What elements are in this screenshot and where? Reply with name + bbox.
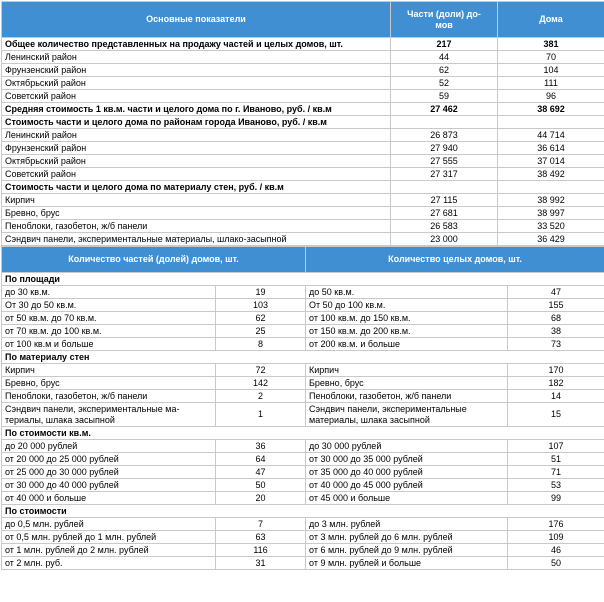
- summary-row: [2, 233, 604, 246]
- breakdown-row: [2, 325, 604, 338]
- summary-row: [2, 142, 604, 155]
- summary-row-houses-value: 38 992: [498, 194, 604, 207]
- summary-row: [2, 194, 604, 207]
- breakdown-row: [2, 364, 604, 377]
- summary-row-parts-value: 27 462: [391, 103, 498, 116]
- houses-range-label: от 150 кв.м. до 200 кв.м.: [306, 325, 508, 338]
- parts-count: 2: [216, 390, 306, 403]
- parts-range-label: от 100 кв.м и больше: [2, 338, 216, 351]
- parts-count: 64: [216, 453, 306, 466]
- summary-row-label: Кирпич: [2, 194, 391, 207]
- houses-count: 73: [508, 338, 604, 351]
- summary-row-label: Фрунзенский район: [2, 142, 391, 155]
- parts-count: 142: [216, 377, 306, 390]
- houses-range-label: от 100 кв.м. до 150 кв.м.: [306, 312, 508, 325]
- houses-range-label: от 45 000 и больше: [306, 492, 508, 505]
- summary-row-parts-value: 59: [391, 90, 498, 103]
- parts-range-label: Пеноблоки, газобетон, ж/б панели: [2, 390, 216, 403]
- parts-range-label: от 50 кв.м. до 70 кв.м.: [2, 312, 216, 325]
- summary-row-houses-value: 36 614: [498, 142, 604, 155]
- summary-row: [2, 51, 604, 64]
- summary-row-label: Октябрьский район: [2, 155, 391, 168]
- breakdown-row: [2, 390, 604, 403]
- summary-header-cell: Основные показатели: [2, 2, 391, 38]
- parts-range-label: Бревно, брус: [2, 377, 216, 390]
- summary-row-parts-value: 27 115: [391, 194, 498, 207]
- houses-count: 51: [508, 453, 604, 466]
- summary-table: [1, 1, 604, 246]
- parts-count: 36: [216, 440, 306, 453]
- summary-row-parts-value: 27 940: [391, 142, 498, 155]
- parts-count: 20: [216, 492, 306, 505]
- parts-range-label: от 20 000 до 25 000 рублей: [2, 453, 216, 466]
- summary-row-houses-value: [498, 116, 604, 129]
- breakdown-section-title: По стоимости кв.м.: [2, 427, 604, 440]
- houses-count: 99: [508, 492, 604, 505]
- breakdown-row: [2, 312, 604, 325]
- breakdown-row: [2, 338, 604, 351]
- breakdown-section-row: [2, 505, 604, 518]
- summary-row-parts-value: 52: [391, 77, 498, 90]
- houses-count: 107: [508, 440, 604, 453]
- breakdown-section-row: [2, 427, 604, 440]
- parts-count: 25: [216, 325, 306, 338]
- breakdown-table: [1, 246, 604, 570]
- parts-count: 62: [216, 312, 306, 325]
- summary-row-parts-value: 26 583: [391, 220, 498, 233]
- summary-row-parts-value: 62: [391, 64, 498, 77]
- parts-count: 8: [216, 338, 306, 351]
- summary-row-houses-value: 111: [498, 77, 604, 90]
- summary-row-houses-value: 36 429: [498, 233, 604, 246]
- breakdown-row: [2, 518, 604, 531]
- parts-count: 103: [216, 299, 306, 312]
- summary-row-label: Бревно, брус: [2, 207, 391, 220]
- parts-range-label: От 30 до 50 кв.м.: [2, 299, 216, 312]
- houses-range-label: от 200 кв.м. и больше: [306, 338, 508, 351]
- parts-count: 7: [216, 518, 306, 531]
- summary-row: [2, 103, 604, 116]
- parts-count: 31: [216, 557, 306, 570]
- houses-count: 182: [508, 377, 604, 390]
- houses-range-label: Пеноблоки, газобетон, ж/б панели: [306, 390, 508, 403]
- summary-row: [2, 181, 604, 194]
- summary-row: [2, 116, 604, 129]
- summary-row-houses-value: 96: [498, 90, 604, 103]
- summary-row-parts-value: 217: [391, 38, 498, 51]
- houses-range-label: Бревно, брус: [306, 377, 508, 390]
- houses-count: 71: [508, 466, 604, 479]
- houses-range-label: Кирпич: [306, 364, 508, 377]
- summary-row-label: Советский район: [2, 168, 391, 181]
- summary-row-label: Пеноблоки, газобетон, ж/б панели: [2, 220, 391, 233]
- houses-range-label: от 9 млн. рублей и больше: [306, 557, 508, 570]
- summary-row-houses-value: 33 520: [498, 220, 604, 233]
- breakdown-section-title: По площади: [2, 273, 604, 286]
- parts-range-label: до 20 000 рублей: [2, 440, 216, 453]
- houses-count: 50: [508, 557, 604, 570]
- summary-row-parts-value: 26 873: [391, 129, 498, 142]
- breakdown-section-row: [2, 273, 604, 286]
- houses-count: 47: [508, 286, 604, 299]
- houses-count: 68: [508, 312, 604, 325]
- summary-row-houses-value: 38 692: [498, 103, 604, 116]
- breakdown-row: [2, 377, 604, 390]
- breakdown-row: [2, 544, 604, 557]
- parts-count: 1: [216, 403, 306, 427]
- parts-count: 47: [216, 466, 306, 479]
- summary-row-houses-value: 44 714: [498, 129, 604, 142]
- breakdown-header-houses: Количество целых домов, шт.: [306, 247, 604, 273]
- breakdown-row: [2, 403, 604, 427]
- summary-row-parts-value: 23 000: [391, 233, 498, 246]
- houses-count: 15: [508, 403, 604, 427]
- summary-row-label: Общее количество представленных на продажу частей и целых домов, шт.: [2, 38, 391, 51]
- parts-range-label: Сэндвич панели, экспериментальные ма- териалы, шлака засыпной: [2, 403, 216, 427]
- breakdown-row: [2, 479, 604, 492]
- houses-range-label: от 30 000 до 35 000 рублей: [306, 453, 508, 466]
- summary-row-label: Ленинский район: [2, 129, 391, 142]
- summary-row: [2, 168, 604, 181]
- summary-row-houses-value: 381: [498, 38, 604, 51]
- houses-range-label: от 40 000 до 45 000 рублей: [306, 479, 508, 492]
- houses-count: 38: [508, 325, 604, 338]
- houses-count: 53: [508, 479, 604, 492]
- summary-row-label: Стоимость части и целого дома по материалу стен, руб. / кв.м: [2, 181, 391, 194]
- parts-range-label: от 1 млн. рублей до 2 млн. рублей: [2, 544, 216, 557]
- summary-header-cell: Дома: [498, 2, 604, 38]
- houses-range-label: от 3 млн. рублей до 6 млн. рублей: [306, 531, 508, 544]
- parts-count: 72: [216, 364, 306, 377]
- summary-row-label: Октябрьский район: [2, 77, 391, 90]
- parts-range-label: от 0,5 млн. рублей до 1 млн. рублей: [2, 531, 216, 544]
- parts-count: 116: [216, 544, 306, 557]
- parts-count: 50: [216, 479, 306, 492]
- breakdown-section-title: По материалу стен: [2, 351, 604, 364]
- breakdown-header-parts: Количество частей (долей) домов, шт.: [2, 247, 306, 273]
- houses-count: 155: [508, 299, 604, 312]
- breakdown-row: [2, 440, 604, 453]
- houses-range-label: Сэндвич панели, экспериментальные материалы, шлака засыпной: [306, 403, 508, 427]
- summary-header-row: [2, 2, 604, 38]
- summary-row-parts-value: 27 317: [391, 168, 498, 181]
- houses-range-label: от 6 млн. рублей до 9 млн. рублей: [306, 544, 508, 557]
- summary-header-cell: Части (доли) до- мов: [391, 2, 498, 38]
- breakdown-row: [2, 531, 604, 544]
- houses-range-label: до 30 000 рублей: [306, 440, 508, 453]
- parts-range-label: от 25 000 до 30 000 рублей: [2, 466, 216, 479]
- summary-row: [2, 64, 604, 77]
- summary-row: [2, 38, 604, 51]
- summary-row-houses-value: 38 492: [498, 168, 604, 181]
- breakdown-row: [2, 466, 604, 479]
- breakdown-row: [2, 299, 604, 312]
- summary-row-houses-value: 70: [498, 51, 604, 64]
- summary-row-houses-value: 37 014: [498, 155, 604, 168]
- parts-count: 19: [216, 286, 306, 299]
- summary-row-parts-value: 27 681: [391, 207, 498, 220]
- houses-range-label: От 50 до 100 кв.м.: [306, 299, 508, 312]
- summary-row: [2, 207, 604, 220]
- houses-count: 46: [508, 544, 604, 557]
- summary-row: [2, 129, 604, 142]
- parts-range-label: от 40 000 и больше: [2, 492, 216, 505]
- summary-row: [2, 155, 604, 168]
- houses-range-label: до 3 млн. рублей: [306, 518, 508, 531]
- summary-row-label: Стоимость части и целого дома по районам города Иваново, руб. / кв.м: [2, 116, 391, 129]
- summary-row-label: Фрунзенский район: [2, 64, 391, 77]
- summary-row: [2, 220, 604, 233]
- summary-row-label: Сэндвич панели, экспериментальные материалы, шлако-засыпной: [2, 233, 391, 246]
- parts-range-label: от 30 000 до 40 000 рублей: [2, 479, 216, 492]
- summary-row-houses-value: 104: [498, 64, 604, 77]
- parts-range-label: до 0,5 млн. рублей: [2, 518, 216, 531]
- summary-row-houses-value: [498, 181, 604, 194]
- breakdown-row: [2, 557, 604, 570]
- breakdown-header-row: [2, 247, 604, 273]
- houses-count: 176: [508, 518, 604, 531]
- breakdown-section-row: [2, 351, 604, 364]
- houses-range-label: от 35 000 до 40 000 рублей: [306, 466, 508, 479]
- summary-row-parts-value: [391, 116, 498, 129]
- breakdown-row: [2, 453, 604, 466]
- summary-row: [2, 77, 604, 90]
- summary-row: [2, 90, 604, 103]
- parts-range-label: до 30 кв.м.: [2, 286, 216, 299]
- houses-count: 14: [508, 390, 604, 403]
- summary-row-label: Советский район: [2, 90, 391, 103]
- summary-row-label: Ленинский район: [2, 51, 391, 64]
- houses-count: 170: [508, 364, 604, 377]
- houses-range-label: до 50 кв.м.: [306, 286, 508, 299]
- summary-row-label: Средняя стоимость 1 кв.м. части и целого дома по г. Иваново, руб. / кв.м: [2, 103, 391, 116]
- summary-row-parts-value: 27 555: [391, 155, 498, 168]
- parts-range-label: от 2 млн. руб.: [2, 557, 216, 570]
- parts-range-label: Кирпич: [2, 364, 216, 377]
- breakdown-row: [2, 492, 604, 505]
- summary-row-parts-value: [391, 181, 498, 194]
- parts-count: 63: [216, 531, 306, 544]
- breakdown-row: [2, 286, 604, 299]
- breakdown-section-title: По стоимости: [2, 505, 604, 518]
- summary-row-parts-value: 44: [391, 51, 498, 64]
- parts-range-label: от 70 кв.м. до 100 кв.м.: [2, 325, 216, 338]
- houses-count: 109: [508, 531, 604, 544]
- summary-row-houses-value: 38 997: [498, 207, 604, 220]
